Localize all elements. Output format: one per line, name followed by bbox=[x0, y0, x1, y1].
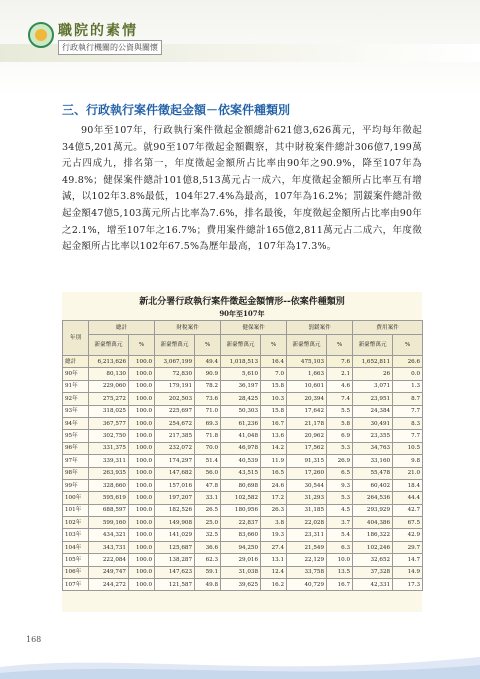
value-cell: 263,935 bbox=[89, 467, 129, 479]
value-cell: 100.0 bbox=[129, 430, 155, 442]
value-cell: 29.7 bbox=[393, 541, 423, 553]
value-cell: 6.9 bbox=[327, 430, 353, 442]
value-cell: 22,028 bbox=[287, 517, 327, 529]
value-cell: 10.0 bbox=[327, 554, 353, 566]
value-cell: 31,185 bbox=[287, 504, 327, 516]
data-table-panel bbox=[62, 292, 422, 612]
value-cell: 100.0 bbox=[129, 368, 155, 380]
section-title: 三、行政執行案件徵起金額－依案件種類別 bbox=[62, 103, 291, 117]
amount-subheader: 新臺幣萬元 bbox=[353, 335, 393, 356]
value-cell: 9.3 bbox=[327, 479, 353, 491]
value-cell: 14.9 bbox=[393, 566, 423, 578]
value-cell: 69.3 bbox=[195, 417, 221, 429]
table-row bbox=[63, 430, 423, 442]
year-cell: 97年 bbox=[63, 455, 89, 467]
year-cell: 93年 bbox=[63, 405, 89, 417]
year-cell: 91年 bbox=[63, 380, 89, 392]
value-cell: 5.3 bbox=[327, 492, 353, 504]
value-cell: 17.3 bbox=[393, 579, 423, 591]
value-cell: 302,750 bbox=[89, 430, 129, 442]
value-cell: 3,071 bbox=[353, 380, 393, 392]
value-cell: 7.0 bbox=[261, 368, 287, 380]
header-subtitle: 行政執行機關的公資與關懷 bbox=[58, 40, 162, 55]
value-cell: 67.5 bbox=[393, 517, 423, 529]
value-cell: 39,625 bbox=[221, 579, 261, 591]
value-cell: 21,549 bbox=[287, 541, 327, 553]
value-cell: 100.0 bbox=[129, 504, 155, 516]
table-row bbox=[63, 479, 423, 491]
value-cell: 3.7 bbox=[327, 517, 353, 529]
value-cell: 254,672 bbox=[155, 417, 195, 429]
amount-subheader: 新臺幣萬元 bbox=[155, 335, 195, 356]
value-cell: 100.0 bbox=[129, 479, 155, 491]
value-cell: 16.7 bbox=[327, 579, 353, 591]
value-cell: 182,526 bbox=[155, 504, 195, 516]
value-cell: 1,663 bbox=[287, 368, 327, 380]
value-cell: 339,311 bbox=[89, 455, 129, 467]
value-cell: 42.7 bbox=[393, 504, 423, 516]
value-cell: 6,213,626 bbox=[89, 356, 129, 368]
value-cell: 61,236 bbox=[221, 417, 261, 429]
value-cell: 100.0 bbox=[129, 393, 155, 405]
value-cell: 328,660 bbox=[89, 479, 129, 491]
value-cell: 33,758 bbox=[287, 566, 327, 578]
value-cell: 36,197 bbox=[221, 380, 261, 392]
value-cell: 15.8 bbox=[261, 405, 287, 417]
value-cell: 91,315 bbox=[287, 455, 327, 467]
value-cell: 30,544 bbox=[287, 479, 327, 491]
value-cell: 275,272 bbox=[89, 393, 129, 405]
data-table bbox=[62, 320, 423, 591]
value-cell: 5.3 bbox=[327, 442, 353, 454]
value-cell: 22,129 bbox=[287, 554, 327, 566]
value-cell: 5.5 bbox=[327, 405, 353, 417]
value-cell: 5.4 bbox=[327, 529, 353, 541]
value-cell: 0.0 bbox=[393, 368, 423, 380]
value-cell: 404,386 bbox=[353, 517, 393, 529]
value-cell: 78.2 bbox=[195, 380, 221, 392]
group-header: 財稅案件 bbox=[155, 321, 221, 335]
value-cell: 15.8 bbox=[261, 380, 287, 392]
value-cell: 157,016 bbox=[155, 479, 195, 491]
value-cell: 244,272 bbox=[89, 579, 129, 591]
value-cell: 16.5 bbox=[261, 467, 287, 479]
value-cell: 26.9 bbox=[327, 455, 353, 467]
value-cell: 13.5 bbox=[327, 566, 353, 578]
value-cell: 232,072 bbox=[155, 442, 195, 454]
amount-subheader: 新臺幣萬元 bbox=[287, 335, 327, 356]
value-cell: 23,311 bbox=[287, 529, 327, 541]
value-cell: 2.1 bbox=[327, 368, 353, 380]
value-cell: 179,191 bbox=[155, 380, 195, 392]
value-cell: 20,962 bbox=[287, 430, 327, 442]
value-cell: 102,582 bbox=[221, 492, 261, 504]
value-cell: 3.8 bbox=[261, 517, 287, 529]
value-cell: 16.7 bbox=[261, 417, 287, 429]
header-title: 職院的素情 bbox=[58, 23, 138, 39]
value-cell: 40,539 bbox=[221, 455, 261, 467]
value-cell: 599,160 bbox=[89, 517, 129, 529]
value-cell: 19.3 bbox=[261, 529, 287, 541]
percent-subheader: % bbox=[327, 335, 353, 356]
value-cell: 36.6 bbox=[195, 541, 221, 553]
value-cell: 100.0 bbox=[129, 442, 155, 454]
value-cell: 72,830 bbox=[155, 368, 195, 380]
value-cell: 23,355 bbox=[353, 430, 393, 442]
value-cell: 14.7 bbox=[393, 554, 423, 566]
value-cell: 27.4 bbox=[261, 541, 287, 553]
value-cell: 264,536 bbox=[353, 492, 393, 504]
value-cell: 28,425 bbox=[221, 393, 261, 405]
value-cell: 59.1 bbox=[195, 566, 221, 578]
paragraph-text: 90年至107年，行政執行案件徵起金額總計621億3,626萬元，平均每年徵起34億5,201萬元。就90至107年徵起金額觀察，其中財稅案件總計306億7,199萬元占四成九，排名第一，年度徵起金額所占比率由90年之90.9%，降至107年為49.8%；健保案件總計101億8,513萬元占一成六，年度徵起金額所占比率互有增減，以102年3.8%最低，104年27.4%為最高，107年為16.2%；罰鍰案件總計徵起金額47億5,103萬元所占比率為7.6%，排名最後，年度徵起金額所占比率由90年之2.1%，增至107年之16.7%；費用案件總計165億2,811萬元占二成六，年度徵起金額所占比率以102年67.5%為歷年最高，107年為17.3%。 bbox=[62, 125, 422, 253]
table-row bbox=[63, 492, 423, 504]
value-cell: 37,328 bbox=[353, 566, 393, 578]
value-cell: 343,731 bbox=[89, 541, 129, 553]
year-cell: 103年 bbox=[63, 529, 89, 541]
value-cell: 10,601 bbox=[287, 380, 327, 392]
value-cell: 71.0 bbox=[195, 405, 221, 417]
value-cell: 100.0 bbox=[129, 554, 155, 566]
emblem-icon bbox=[28, 22, 54, 48]
table-row bbox=[63, 368, 423, 380]
group-header: 罰鍰案件 bbox=[287, 321, 353, 335]
value-cell: 7.7 bbox=[393, 405, 423, 417]
table-title: 新北分署行政執行案件徵起金額情形--依案件種類別 bbox=[139, 297, 345, 307]
value-cell: 80,130 bbox=[89, 368, 129, 380]
body-paragraph bbox=[62, 123, 422, 256]
value-cell: 43,515 bbox=[221, 467, 261, 479]
value-cell: 100.0 bbox=[129, 380, 155, 392]
value-cell: 1,018,513 bbox=[221, 356, 261, 368]
value-cell: 16.2 bbox=[261, 579, 287, 591]
year-cell: 98年 bbox=[63, 467, 89, 479]
value-cell: 25.0 bbox=[195, 517, 221, 529]
value-cell: 50,303 bbox=[221, 405, 261, 417]
year-cell: 100年 bbox=[63, 492, 89, 504]
value-cell: 55,478 bbox=[353, 467, 393, 479]
value-cell: 18.4 bbox=[393, 479, 423, 491]
value-cell: 20,394 bbox=[287, 393, 327, 405]
year-cell: 104年 bbox=[63, 541, 89, 553]
value-cell: 6.5 bbox=[327, 467, 353, 479]
value-cell: 34,763 bbox=[353, 442, 393, 454]
year-cell: 95年 bbox=[63, 430, 89, 442]
value-cell: 90.9 bbox=[195, 368, 221, 380]
table-row bbox=[63, 380, 423, 392]
table-row bbox=[63, 393, 423, 405]
value-cell: 102,246 bbox=[353, 541, 393, 553]
value-cell: 138,287 bbox=[155, 554, 195, 566]
value-cell: 16.4 bbox=[261, 356, 287, 368]
value-cell: 10.5 bbox=[393, 442, 423, 454]
percent-subheader: % bbox=[195, 335, 221, 356]
group-header: 費用案件 bbox=[353, 321, 423, 335]
table-subtitle: 90年至107年 bbox=[219, 309, 265, 318]
value-cell: 3,067,199 bbox=[155, 356, 195, 368]
value-cell: 21.0 bbox=[393, 467, 423, 479]
value-cell: 26.6 bbox=[393, 356, 423, 368]
value-cell: 26.3 bbox=[261, 504, 287, 516]
value-cell: 434,321 bbox=[89, 529, 129, 541]
value-cell: 42.9 bbox=[393, 529, 423, 541]
year-cell: 90年 bbox=[63, 368, 89, 380]
amount-subheader: 新臺幣萬元 bbox=[89, 335, 129, 356]
group-header: 健保案件 bbox=[221, 321, 287, 335]
value-cell: 6.3 bbox=[327, 541, 353, 553]
value-cell: 17.2 bbox=[261, 492, 287, 504]
value-cell: 222,084 bbox=[89, 554, 129, 566]
value-cell: 174,297 bbox=[155, 455, 195, 467]
table-row bbox=[63, 554, 423, 566]
value-cell: 100.0 bbox=[129, 579, 155, 591]
value-cell: 147,682 bbox=[155, 467, 195, 479]
value-cell: 73.6 bbox=[195, 393, 221, 405]
year-cell: 102年 bbox=[63, 517, 89, 529]
value-cell: 5,610 bbox=[221, 368, 261, 380]
value-cell: 17,260 bbox=[287, 467, 327, 479]
table-row bbox=[63, 541, 423, 553]
value-cell: 51.4 bbox=[195, 455, 221, 467]
value-cell: 8.7 bbox=[393, 393, 423, 405]
page-header bbox=[0, 0, 480, 70]
value-cell: 32,652 bbox=[353, 554, 393, 566]
year-cell: 96年 bbox=[63, 442, 89, 454]
table-row bbox=[63, 356, 423, 368]
value-cell: 125,687 bbox=[155, 541, 195, 553]
value-cell: 41,048 bbox=[221, 430, 261, 442]
percent-subheader: % bbox=[129, 335, 155, 356]
value-cell: 4.5 bbox=[327, 504, 353, 516]
value-cell: 42,331 bbox=[353, 579, 393, 591]
page-number: 168 bbox=[26, 635, 42, 644]
value-cell: 121,587 bbox=[155, 579, 195, 591]
table-row bbox=[63, 517, 423, 529]
value-cell: 56.0 bbox=[195, 467, 221, 479]
value-cell: 11.9 bbox=[261, 455, 287, 467]
value-cell: 26.5 bbox=[195, 504, 221, 516]
year-cell: 107年 bbox=[63, 579, 89, 591]
year-cell: 101年 bbox=[63, 504, 89, 516]
value-cell: 70.0 bbox=[195, 442, 221, 454]
value-cell: 100.0 bbox=[129, 529, 155, 541]
value-cell: 595,619 bbox=[89, 492, 129, 504]
value-cell: 147,623 bbox=[155, 566, 195, 578]
value-cell: 60,402 bbox=[353, 479, 393, 491]
value-cell: 23,951 bbox=[353, 393, 393, 405]
value-cell: 217,385 bbox=[155, 430, 195, 442]
value-cell: 100.0 bbox=[129, 517, 155, 529]
value-cell: 7.4 bbox=[327, 393, 353, 405]
value-cell: 7.6 bbox=[327, 356, 353, 368]
table-row bbox=[63, 566, 423, 578]
value-cell: 32.5 bbox=[195, 529, 221, 541]
value-cell: 9.8 bbox=[393, 455, 423, 467]
table-row bbox=[63, 455, 423, 467]
value-cell: 688,597 bbox=[89, 504, 129, 516]
value-cell: 100.0 bbox=[129, 417, 155, 429]
value-cell: 197,207 bbox=[155, 492, 195, 504]
value-cell: 367,577 bbox=[89, 417, 129, 429]
percent-subheader: % bbox=[393, 335, 423, 356]
value-cell: 249,747 bbox=[89, 566, 129, 578]
value-cell: 62.3 bbox=[195, 554, 221, 566]
value-cell: 186,322 bbox=[353, 529, 393, 541]
value-cell: 1.3 bbox=[393, 380, 423, 392]
year-cell: 94年 bbox=[63, 417, 89, 429]
value-cell: 80,698 bbox=[221, 479, 261, 491]
value-cell: 225,697 bbox=[155, 405, 195, 417]
value-cell: 71.8 bbox=[195, 430, 221, 442]
table-row bbox=[63, 579, 423, 591]
year-column-header: 年別 bbox=[63, 321, 89, 356]
value-cell: 47.8 bbox=[195, 479, 221, 491]
value-cell: 229,060 bbox=[89, 380, 129, 392]
value-cell: 24.6 bbox=[261, 479, 287, 491]
group-header: 總計 bbox=[89, 321, 155, 335]
value-cell: 26 bbox=[353, 368, 393, 380]
year-cell: 99年 bbox=[63, 479, 89, 491]
percent-subheader: % bbox=[261, 335, 287, 356]
year-cell: 92年 bbox=[63, 393, 89, 405]
table-row bbox=[63, 467, 423, 479]
value-cell: 21,178 bbox=[287, 417, 327, 429]
table-row bbox=[63, 405, 423, 417]
value-cell: 318,025 bbox=[89, 405, 129, 417]
value-cell: 49.8 bbox=[195, 579, 221, 591]
value-cell: 475,103 bbox=[287, 356, 327, 368]
value-cell: 17,642 bbox=[287, 405, 327, 417]
value-cell: 141,029 bbox=[155, 529, 195, 541]
value-cell: 40,729 bbox=[287, 579, 327, 591]
value-cell: 331,375 bbox=[89, 442, 129, 454]
value-cell: 5.8 bbox=[327, 417, 353, 429]
value-cell: 100.0 bbox=[129, 356, 155, 368]
value-cell: 30,491 bbox=[353, 417, 393, 429]
table-row bbox=[63, 417, 423, 429]
value-cell: 33,160 bbox=[353, 455, 393, 467]
value-cell: 10.3 bbox=[261, 393, 287, 405]
value-cell: 100.0 bbox=[129, 405, 155, 417]
value-cell: 49.4 bbox=[195, 356, 221, 368]
value-cell: 149,908 bbox=[155, 517, 195, 529]
value-cell: 100.0 bbox=[129, 566, 155, 578]
value-cell: 31,038 bbox=[221, 566, 261, 578]
footer-wave-decoration bbox=[0, 649, 480, 679]
amount-subheader: 新臺幣萬元 bbox=[221, 335, 261, 356]
value-cell: 1,652,811 bbox=[353, 356, 393, 368]
year-cell: 105年 bbox=[63, 554, 89, 566]
value-cell: 13.6 bbox=[261, 430, 287, 442]
table-row bbox=[63, 504, 423, 516]
table-row bbox=[63, 529, 423, 541]
value-cell: 100.0 bbox=[129, 467, 155, 479]
value-cell: 33.1 bbox=[195, 492, 221, 504]
value-cell: 100.0 bbox=[129, 492, 155, 504]
value-cell: 100.0 bbox=[129, 541, 155, 553]
value-cell: 293,929 bbox=[353, 504, 393, 516]
value-cell: 29,016 bbox=[221, 554, 261, 566]
value-cell: 94,250 bbox=[221, 541, 261, 553]
value-cell: 12.4 bbox=[261, 566, 287, 578]
value-cell: 44.4 bbox=[393, 492, 423, 504]
value-cell: 4.6 bbox=[327, 380, 353, 392]
year-cell: 總計 bbox=[63, 356, 89, 368]
value-cell: 83,660 bbox=[221, 529, 261, 541]
value-cell: 202,503 bbox=[155, 393, 195, 405]
value-cell: 24,384 bbox=[353, 405, 393, 417]
table-row bbox=[63, 442, 423, 454]
value-cell: 17,562 bbox=[287, 442, 327, 454]
value-cell: 13.1 bbox=[261, 554, 287, 566]
year-cell: 106年 bbox=[63, 566, 89, 578]
value-cell: 100.0 bbox=[129, 455, 155, 467]
value-cell: 46,978 bbox=[221, 442, 261, 454]
value-cell: 22,837 bbox=[221, 517, 261, 529]
value-cell: 180,956 bbox=[221, 504, 261, 516]
value-cell: 8.3 bbox=[393, 417, 423, 429]
value-cell: 31,293 bbox=[287, 492, 327, 504]
value-cell: 7.7 bbox=[393, 430, 423, 442]
value-cell: 14.2 bbox=[261, 442, 287, 454]
